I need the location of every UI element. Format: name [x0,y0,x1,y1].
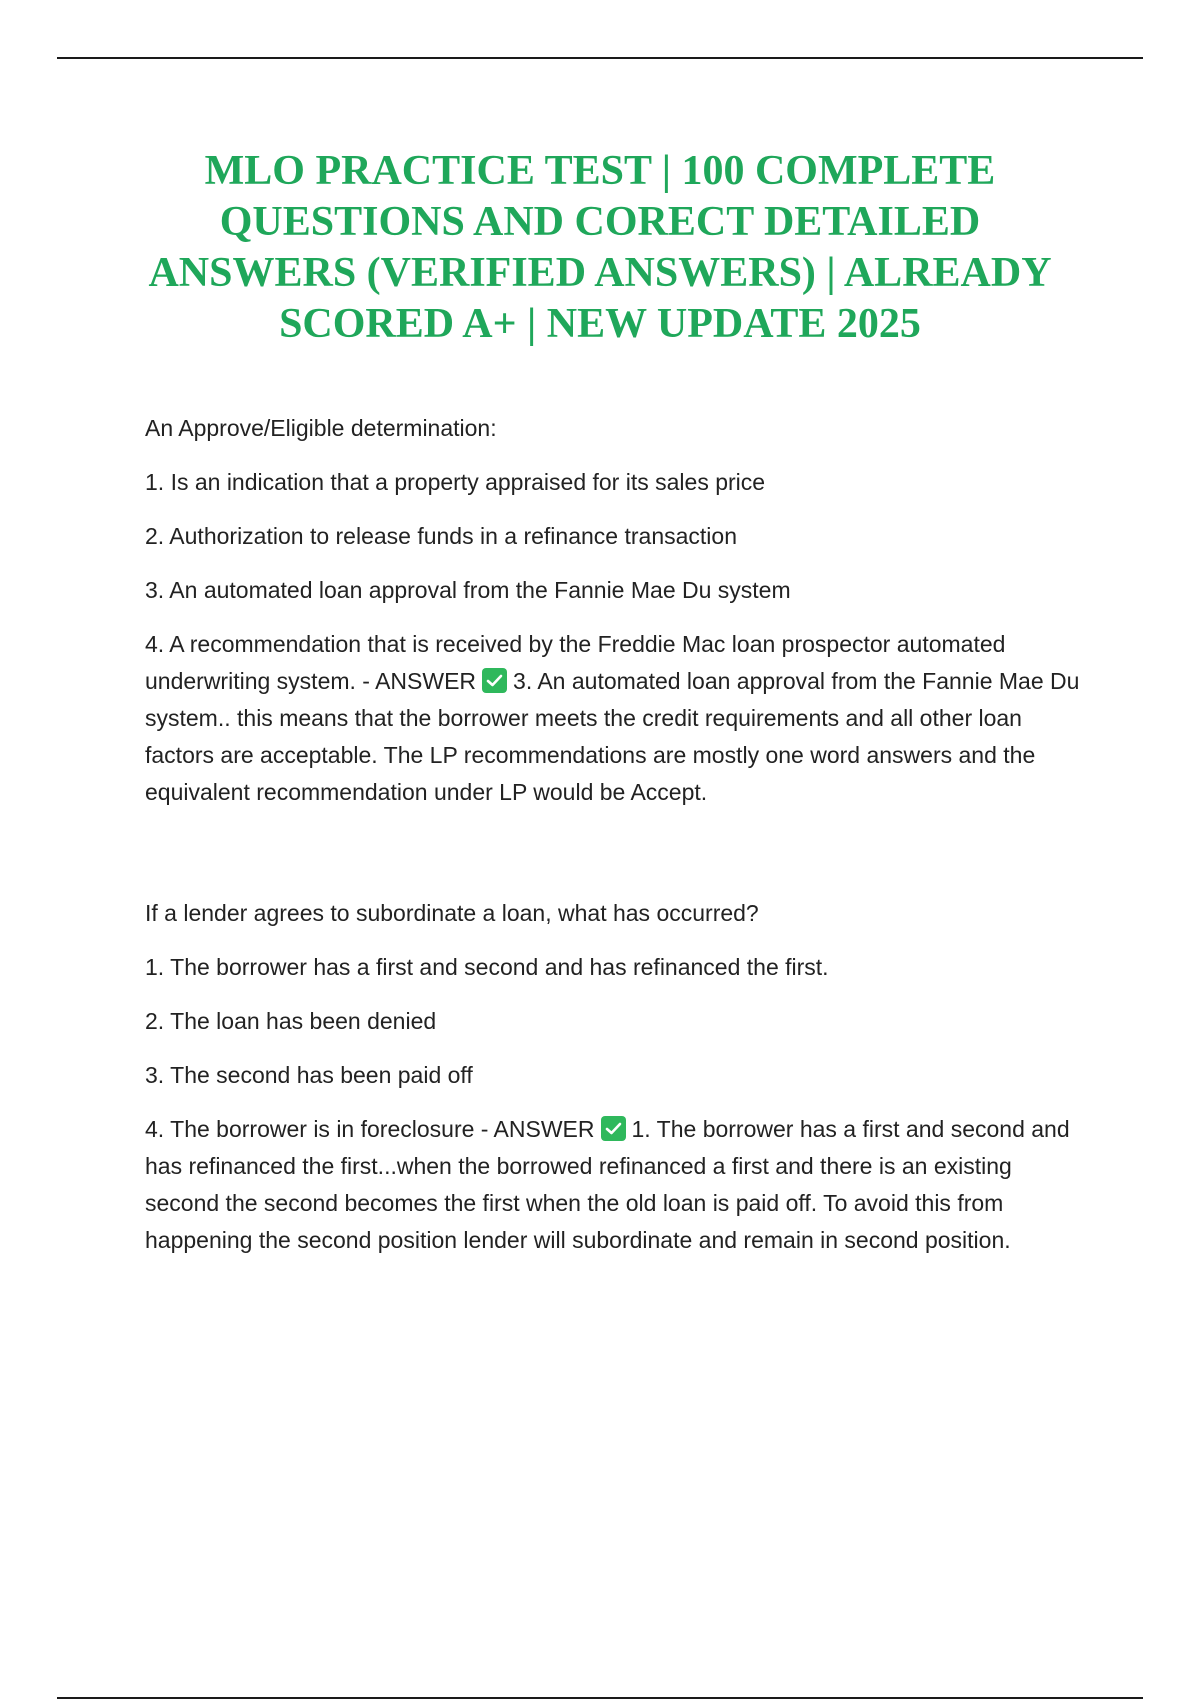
question-option: 4. The borrower is in foreclosure - ANSWER [145,1116,595,1142]
question-option: 3. An automated loan approval from the Fannie Mae Du system [145,577,791,603]
bottom-rule [57,1697,1143,1699]
question-option: 1. Is an indication that a property appraised for its sales price [145,469,766,495]
question-block [145,410,1085,811]
question-option: 1. The borrower has a first and second and has refinanced the first. [145,954,829,980]
question-option: 2. The loan has been denied [145,1008,437,1034]
question-option-with-answer [145,626,1085,811]
document-title: MLO PRACTICE TEST | 100 COMPLETE QUESTIONS AND CORECT DETAILED ANSWERS (VERIFIED ANSWERS) | ALREADY SCORED A+ | NEW UPDATE 2025 [148,148,1052,347]
question-block [145,895,1085,1259]
document-body [145,410,1085,1276]
check-mark-icon [482,668,507,693]
check-mark-icon [601,1116,626,1141]
question-option-with-answer [145,1111,1085,1259]
answer-text: 3. An automated loan approval from the Fannie Mae Du system.. this means that the borrower meets the credit requirements and all other loan factors are acceptable. The LP recommendations are mostly one word answers and the equivalent recommendation under LP would be Accept. [145,668,1080,805]
answer-text: 1. The borrower has a first and second and has refinanced the first...when the borrowed refinanced a first and there is an existing second the second becomes the first when the old loan is paid off. To avoid this from happening the second position lender will subordinate and remain in second position. [145,1116,1070,1253]
top-rule [57,57,1143,59]
question-option: 4. A recommendation that is received by the Freddie Mac loan prospector automated underwriting system. - ANSWER [145,631,1006,694]
question-option: 2. Authorization to release funds in a refinance transaction [145,523,737,549]
question-option: 3. The second has been paid off [145,1062,473,1088]
question-prompt: If a lender agrees to subordinate a loan, what has occurred? [145,900,759,926]
question-prompt: An Approve/Eligible determination: [145,415,497,441]
